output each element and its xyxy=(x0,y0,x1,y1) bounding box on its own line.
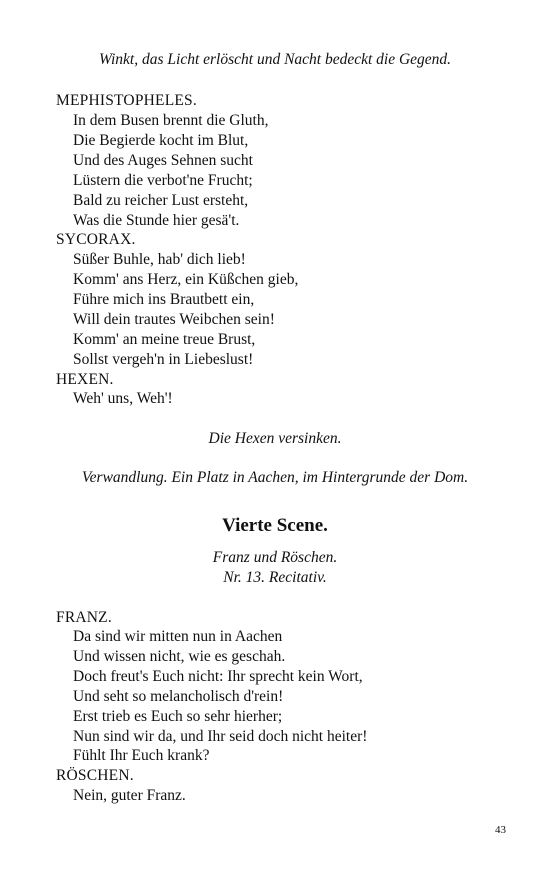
verse-line: Und seht so melancholisch d'rein! xyxy=(73,688,284,705)
verse-line: Erst trieb es Euch so sehr hierher; xyxy=(73,708,283,725)
scene-persons: Franz und Röschen. xyxy=(212,549,338,566)
verse-line: Nun sind wir da, und Ihr seid doch nicht heiter! xyxy=(73,728,368,745)
verse-line: Komm' an meine treue Brust, xyxy=(73,331,256,348)
speaker-franz: FRANZ. xyxy=(56,609,112,626)
verse-line: Will dein trautes Weibchen sein! xyxy=(73,311,275,328)
scene-number: Nr. 13. Recitativ. xyxy=(223,569,327,586)
verse-line: Die Begierde kocht im Blut, xyxy=(73,132,249,149)
verse-line: Sollst vergeh'n in Liebeslust! xyxy=(73,351,254,368)
speaker-sycorax: SYCORAX. xyxy=(56,231,136,248)
verse-line: Was die Stunde hier gesä't. xyxy=(73,212,240,229)
verse-line: Fühlt Ihr Euch krank? xyxy=(73,747,210,764)
verse-line: Komm' ans Herz, ein Küßchen gieb, xyxy=(73,271,299,288)
verse-line: Süßer Buhle, hab' dich lieb! xyxy=(73,251,246,268)
verse-line: Und des Auges Sehnen sucht xyxy=(73,152,253,169)
speaker-mephistopheles: MEPHISTOPHELES. xyxy=(56,92,197,109)
stage-direction-verwandlung: Verwandlung. Ein Platz in Aachen, im Hintergrunde der Dom. xyxy=(81,469,469,486)
verse-line: Nein, guter Franz. xyxy=(73,787,186,804)
page-number: 43 xyxy=(495,824,506,836)
scene-title: Vierte Scene. xyxy=(222,515,328,536)
verse-line: Weh' uns, Weh'! xyxy=(73,390,173,407)
verse-line: Lüstern die verbot'ne Frucht; xyxy=(73,172,253,189)
verse-line: Bald zu reicher Lust ersteht, xyxy=(73,192,249,209)
verse-line: Da sind wir mitten nun in Aachen xyxy=(73,628,283,645)
speaker-hexen: HEXEN. xyxy=(56,371,114,388)
verse-line: Und wissen nicht, wie es geschah. xyxy=(73,648,286,665)
stage-direction-light: Winkt, das Licht erlöscht und Nacht bedeckt die Gegend. xyxy=(98,51,452,68)
verse-line: In dem Busen brennt die Gluth, xyxy=(73,112,269,129)
speaker-roeschen: RÖSCHEN. xyxy=(56,767,134,784)
stage-direction-hexen: Die Hexen versinken. xyxy=(208,430,342,447)
verse-line: Doch freut's Euch nicht: Ihr sprecht kein Wort, xyxy=(73,668,363,685)
verse-line: Führe mich ins Brautbett ein, xyxy=(73,291,255,308)
